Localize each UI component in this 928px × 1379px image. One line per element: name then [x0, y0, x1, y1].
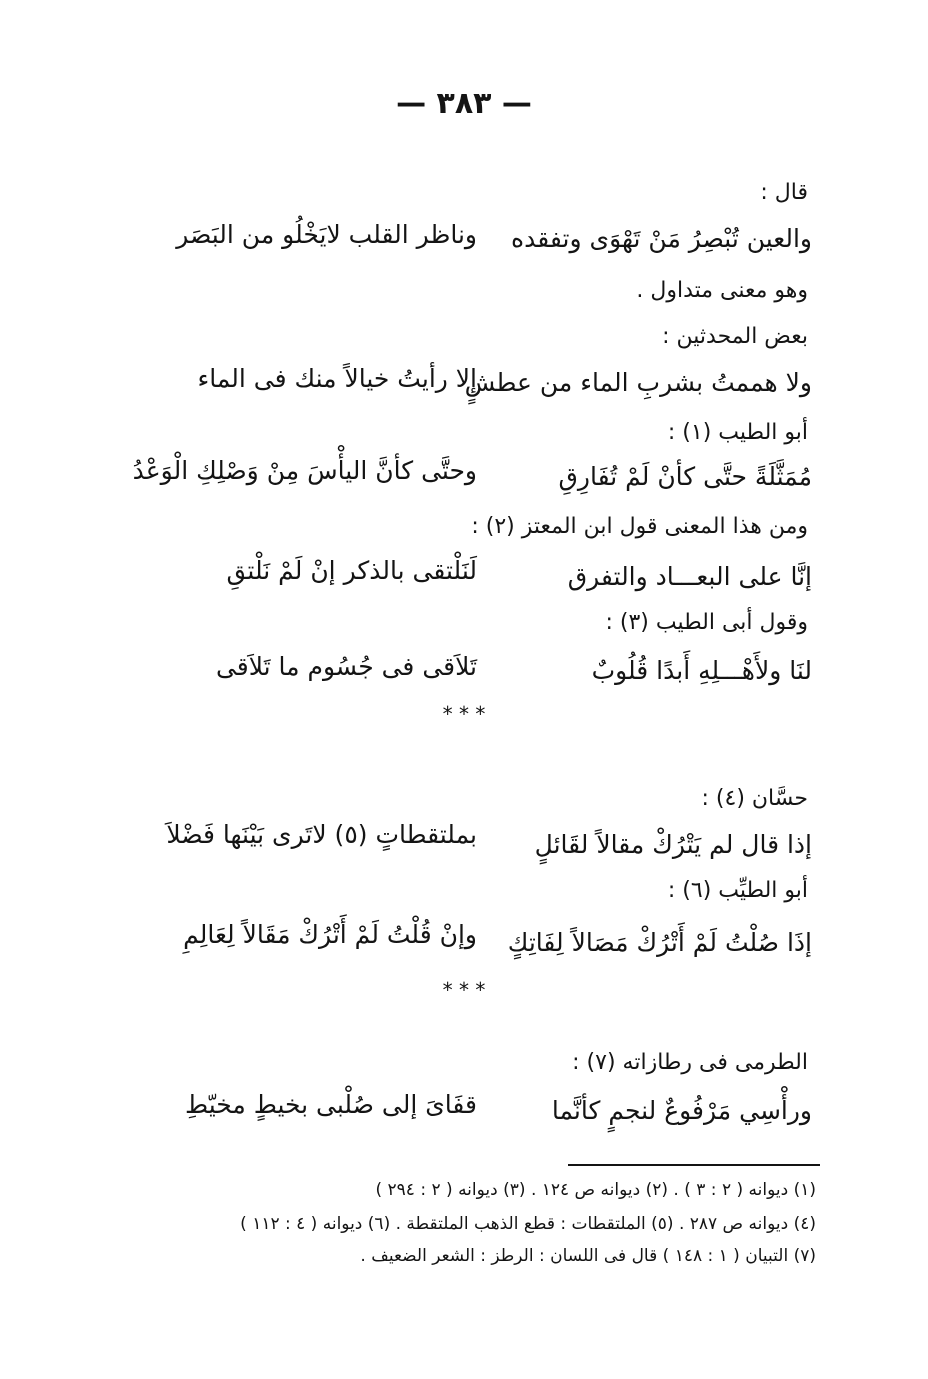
verse-hemistich-first: ورأْسِي مَرْفُوعٌ لنجمٍ كأنَّما	[551, 1096, 812, 1125]
verse-hemistich-second: وإنْ قُلْتُ لَمْ أَتْرُكْ مَقَالاً لِعَالِمِ	[183, 920, 477, 949]
footnote-rule	[568, 1164, 820, 1166]
verse-hemistich-first: إذَا صُلْتُ لَمْ أَتْرُكْ مَصَالاً لِفَاتِكٍ	[507, 928, 812, 957]
verse-hemistich-first: والعين تُبْصِرُ مَنْ تَهْوَى وتفقده	[511, 224, 812, 253]
commentary-line: وهو معنى متداول .	[636, 278, 808, 303]
verse-hemistich-first: إنَّا على البعـــاد والتفرق	[567, 562, 812, 591]
verse-hemistich-second: قفَاىَ إلى صُلْبى بخيطٍ مخيّطِ	[184, 1090, 477, 1119]
verse-intro: أبو الطيب (١) :	[667, 420, 808, 445]
footnote-line: (٧) التبيان ( ١ : ١٤٨ ) قال فى اللسان : الرطز : الشعر الضعيف .	[360, 1246, 816, 1266]
section-separator: * * *	[442, 702, 486, 726]
verse-hemistich-first: مُمَثَّلَةً حتَّى كأنْ لَمْ تُفَارِقِ	[558, 462, 812, 491]
verse-hemistich-second: إلا رأيتُ خيالاً منك فى الماء	[197, 364, 477, 393]
verse-intro: ومن هذا المعنى قول ابن المعتز (٢) :	[471, 514, 808, 539]
verse-hemistich-second: بملتقطاتٍ (٥) لاتَرى بَيْنَها فَضْلاَ	[166, 820, 477, 849]
footnote-line: (٤) ديوانه ص ٢٨٧ . (٥) الملتقطات : قطع الذهب الملتقطة . (٦) ديوانه ( ٤ : ١١٢ )	[240, 1214, 816, 1234]
verse-hemistich-second: وحتَّى كأنَّ اليأْسَ مِنْ وَصْلِكِ الْوَعْدُ	[132, 456, 477, 485]
verse-intro: أبو الطيِّب (٦) :	[667, 878, 808, 903]
verse-intro: قال :	[760, 180, 808, 205]
verse-intro: حسَّان (٤) :	[701, 786, 808, 811]
verse-intro: وقول أبى الطيب (٣) :	[605, 610, 808, 635]
verse-hemistich-second: لَنَلْتقى بالذكر إنْ لَمْ نَلْتقِ	[226, 556, 477, 585]
verse-hemistich-first: لنَا ولأَهْـــلِهِ أَبدًا قُلُوبٌ	[591, 656, 812, 685]
verse-hemistich-first: إذا قال لم يَتْرُكْ مقالاً لقَائلٍ	[534, 830, 812, 859]
verse-intro: الطرمى فى رطازاته (٧) :	[572, 1050, 808, 1075]
verse-hemistich-second: وناظر القلب لايَخْلُو من البَصَر	[176, 220, 477, 249]
footnote-line: (١) ديوانه ( ٢ : ٣ ) . (٢) ديوانه ص ١٢٤ . (٣) ديوانه ( ٢ : ٢٩٤ )	[375, 1180, 816, 1200]
verse-hemistich-first: ولا هممتُ بشربِ الماء من عطشٍ	[464, 368, 812, 397]
verse-intro: بعض المحدثين :	[662, 324, 808, 349]
verse-hemistich-second: تَلاَقى فى جُسُوم ما تَلاَقى	[215, 652, 477, 681]
section-separator: * * *	[442, 978, 486, 1002]
page-number: — ٣٨٣ —	[396, 86, 532, 121]
